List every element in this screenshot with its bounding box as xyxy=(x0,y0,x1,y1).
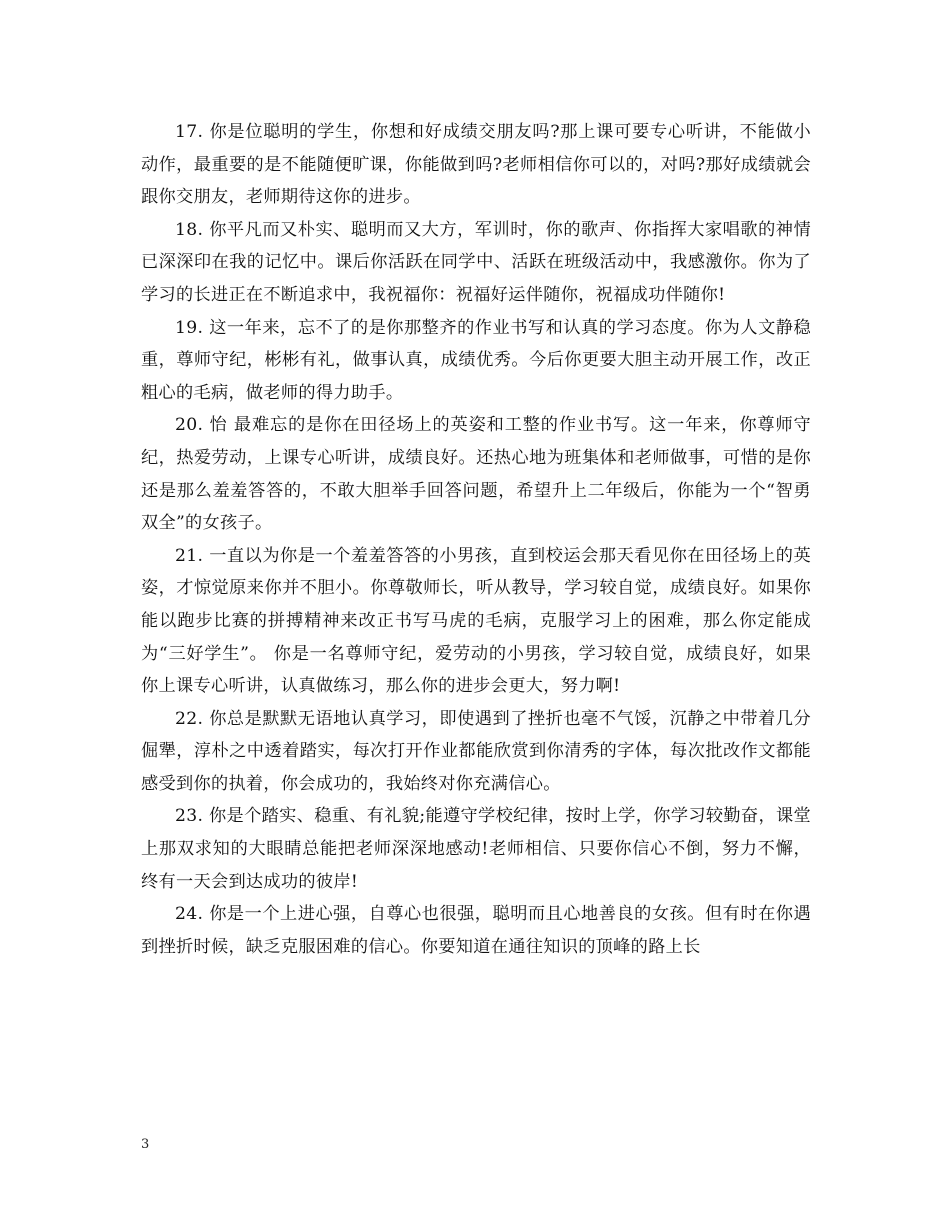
paragraph-20: 20. 怡 最难忘的是你在田径场上的英姿和工整的作业书写。这一年来，你尊师守纪，热爱劳动，上课专心听讲，成绩良好。还热心地为班集体和老师做事，可惜的是你还是那么羞羞答答的，不敢大胆举手回答问题，希望升上二年级后，你能为一个“智勇双全”的女孩子。 xyxy=(141,415,811,534)
page-body xyxy=(141,116,811,963)
paragraph-17: 17. 你是位聪明的学生，你想和好成绩交朋友吗?那上课可要专心听讲，不能做小动作，最重要的是不能随便旷课，你能做到吗?老师相信你可以的，对吗?那好成绩就会跟你交朋友，老师期待这你的进步。 xyxy=(141,122,811,208)
paragraph-24: 24. 你是一个上进心强，自尊心也很强，聪明而且心地善良的女孩。但有时在你遇到挫折时候，缺乏克服困难的信心。你要知道在通往知识的顶峰的路上长 xyxy=(141,904,811,957)
page-number: 3 xyxy=(141,1137,150,1152)
paragraph-19: 19. 这一年来，忘不了的是你那整齐的作业书写和认真的学习态度。你为人文静稳重，尊师守纪，彬彬有礼，做事认真，成绩优秀。今后你更要大胆主动开展工作，改正粗心的毛病，做老师的得力助手。 xyxy=(141,317,811,403)
paragraph-23: 23. 你是个踏实、稳重、有礼貌;能遵守学校纪律，按时上学，你学习较勤奋，课堂上那双求知的大眼睛总能把老师深深地感动!老师相信、只要你信心不倒，努力不懈，终有一天会到达成功的彼岸! xyxy=(141,806,811,892)
paragraph-22: 22. 你总是默默无语地认真学习，即使遇到了挫折也毫不气馁，沉静之中带着几分倔犟，淳朴之中透着踏实，每次打开作业都能欣赏到你清秀的字体，每次批改作文都能感受到你的执着，你会成功的，我始终对你充满信心。 xyxy=(141,708,811,794)
paragraph-21: 21. 一直以为你是一个羞羞答答的小男孩，直到校运会那天看见你在田径场上的英姿，才惊觉原来你并不胆小。你尊敬师长，听从教导，学习较自觉，成绩良好。如果你能以跑步比赛的拼搏精神来改正书写马虎的毛病，克服学习上的困难，那么你定能成为“三好学生”。 你是一名尊师守纪，爱劳动的小男孩，学习较自觉，成绩良好，如果你上课专心听讲，认真做练习，那么你的进步会更大，努力啊! xyxy=(141,545,811,697)
paragraph-18: 18. 你平凡而又朴实、聪明而又大方，军训时，你的歌声、你指挥大家唱歌的神情已深深印在我的记忆中。课后你活跃在同学中、活跃在班级活动中，我感激你。你为了学习的长进正在不断追求中，我祝福你：祝福好运伴随你，祝福成功伴随你! xyxy=(141,219,811,305)
